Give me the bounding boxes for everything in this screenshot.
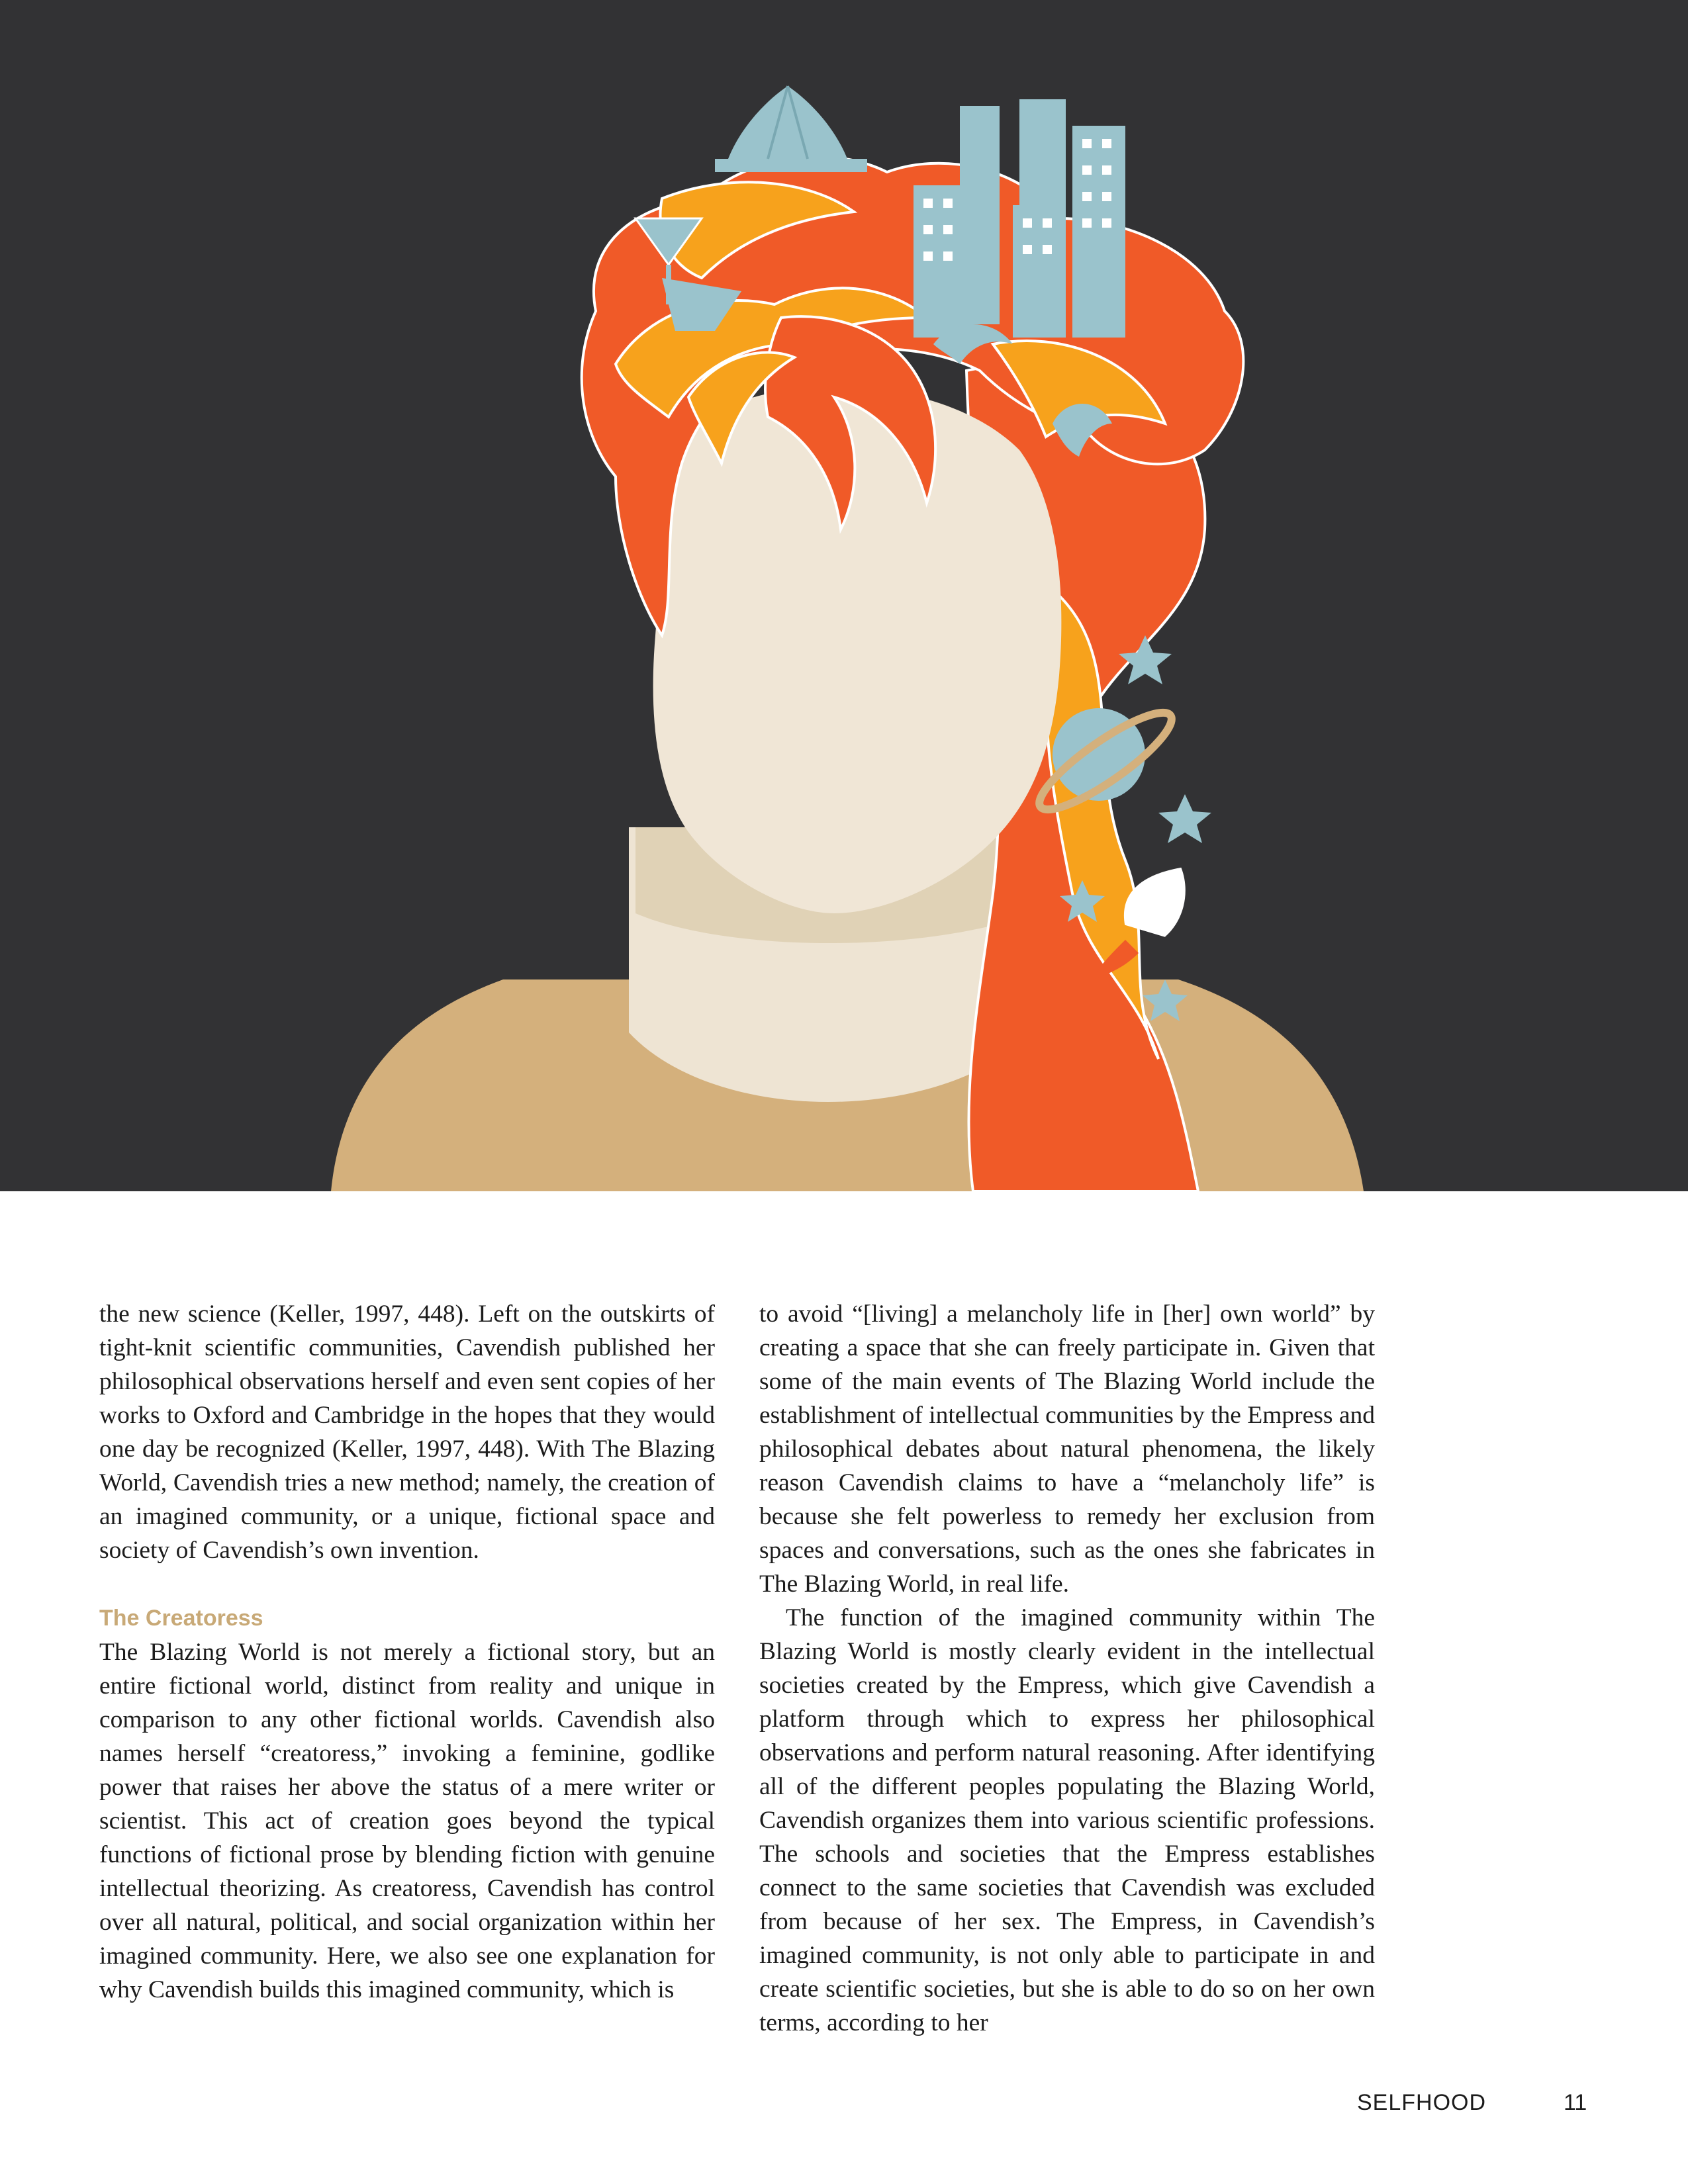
article-column-left — [99, 1297, 715, 2007]
page-number: 11 — [1564, 2090, 1587, 2115]
paragraph: The Blazing World is not merely a fictional story, but an entire fictional world, distinct from reality and unique in comparison to any other fictional worlds. Cavendish also names herself “creatoress,” invoking a feminine, godlike power that raises her above the status of a mere writer or scientist. This act of creation goes beyond the typical functions of fictional prose by blending fiction with genuine intellectual theorizing. As creatoress, Cavendish has control over all natural, political, and social organization within her imagined community. Here, we also see one explanation for why Cavendish builds this imagined community, which is — [99, 1639, 715, 2003]
running-footer-section: SELFHOOD — [1357, 2090, 1487, 2115]
city-buildings-icon — [914, 99, 1125, 338]
paragraph: to avoid “[living] a melancholy life in [her] own world” by creating a space that she can freely participate in. Given that some of the main events of The Blazing World include the establishment of intellectual communities by the Empress and philosophical debates about natural phenomena, the likely reason Cavendish claims to have a “melancholy life” is because she felt powerless to remedy her exclusion from spaces and conversations, such as the ones she fabricates in The Blazing World, in real life. — [759, 1300, 1375, 1598]
circus-tent-icon — [715, 86, 867, 172]
section-heading: The Creatoress — [99, 1606, 263, 1631]
paragraph: the new science (Keller, 1997, 448). Left on the outskirts of tight-knit scientific communities, Cavendish published her philosophical observations herself and even sent copies of her works to Oxford and Cambridge in the hopes that they would one day be recognized (Keller, 1997, 448). With The Blazing World, Cavendish tries a new method; namely, the creation of an imagined community, or a unique, fictional space and society of Cavendish’s own invention. — [99, 1300, 715, 1564]
paragraph: The function of the imagined community within The Blazing World is mostly clearly evident in the intellectual societies created by the Empress, which give Cavendish a platform through which to express her philosophical observations and perform natural reasoning. After identifying all of the different peoples populating the Blazing World, Cavendish organizes them into various scientific professions. The schools and societies that the Empress establishes connect to the same societies that Cavendish was excluded from because of her sex. The Empress, in Cavendish’s imagined community, is not only able to participate in and create scientific societies, but she is able to do so on her own terms, according to her — [759, 1604, 1375, 2036]
article-column-right — [759, 1297, 1375, 2040]
